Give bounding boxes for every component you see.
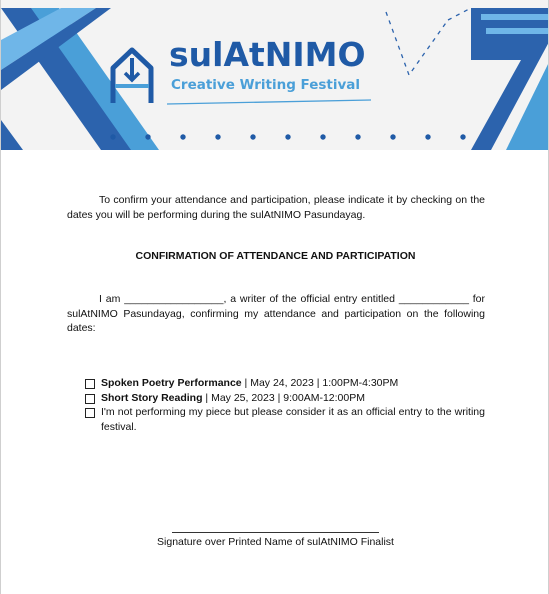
- option-short-story: [85, 391, 485, 406]
- statement-part2: , a writer of the official entry entitled: [223, 293, 399, 305]
- signature-label: Signature over Printed Name of sulAtNIMO Finalist: [157, 536, 394, 548]
- brand-subtitle: Creative Writing Festival: [171, 77, 361, 93]
- option-title: Short Story Reading: [101, 391, 203, 404]
- attendance-options: [85, 376, 485, 434]
- signature-line[interactable]: [172, 532, 379, 533]
- option-details: I'm not performing my piece but please consider it as an official entry to the writing festival.: [101, 406, 485, 433]
- statement-part1: I am: [99, 293, 125, 305]
- header-banner: [1, 0, 549, 150]
- option-title: Spoken Poetry Performance: [101, 377, 242, 389]
- statement-part3: for sulAtNIMO Pasundayag, confirming my attendance and participation on the following dates:: [67, 293, 486, 334]
- statement-paragraph: [67, 292, 485, 336]
- form-title: CONFIRMATION OF ATTENDANCE AND PARTICIPATION: [135, 250, 416, 262]
- banner-graphic: [1, 0, 549, 150]
- checkbox-spoken-poetry[interactable]: [85, 379, 95, 389]
- option-details: | May 25, 2023 | 9:00AM-12:00PM: [202, 391, 365, 404]
- title-blank[interactable]: ____________: [398, 293, 469, 305]
- intro-paragraph: [67, 193, 485, 222]
- option-spoken-poetry: [85, 376, 485, 391]
- option-details: | May 24, 2023 | 1:00PM-4:30PM: [241, 377, 399, 389]
- intro-text: To confirm your attendance and participation, please indicate it by checking on the dates you will be performing during the sulAtNIMO Pasundayag.: [67, 194, 485, 221]
- checkbox-not-performing[interactable]: [85, 408, 95, 418]
- name-blank[interactable]: _________________: [124, 293, 224, 305]
- brand-title: sulAtNIMO: [169, 35, 366, 74]
- checkbox-short-story[interactable]: [85, 394, 95, 404]
- option-not-performing: [85, 405, 485, 434]
